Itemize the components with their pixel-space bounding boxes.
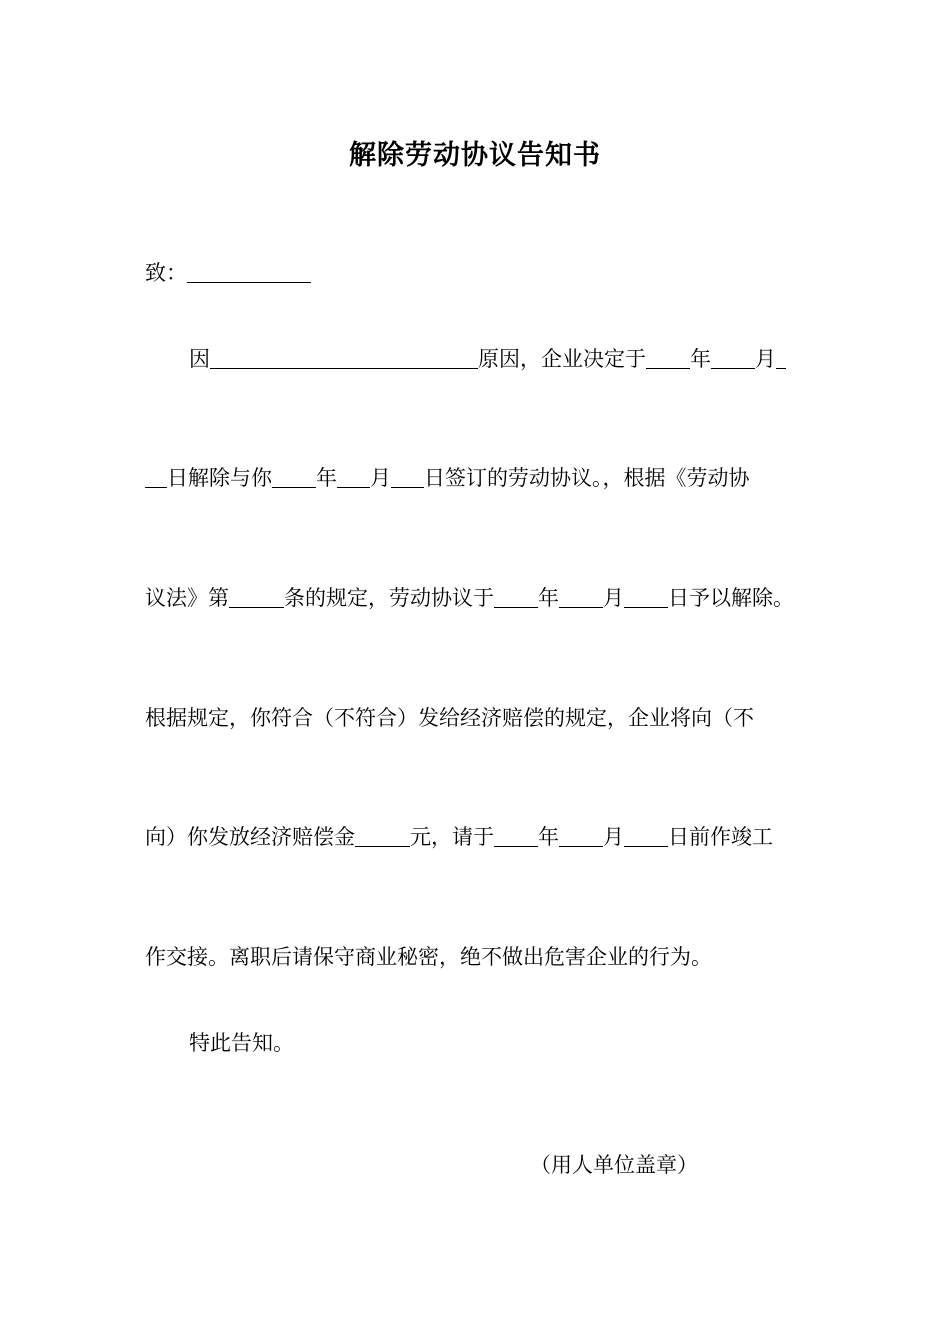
- text-segment: 月: [603, 586, 624, 610]
- reason-blank[interactable]: [210, 346, 478, 369]
- text-segment: 因: [189, 347, 210, 371]
- sign-year-blank[interactable]: [272, 465, 316, 488]
- text-segment: 元，请于: [410, 825, 494, 849]
- termination-year-blank[interactable]: [494, 585, 538, 608]
- para-line-5: [145, 822, 773, 852]
- addressee-line: [145, 258, 311, 288]
- text-segment: 年: [316, 466, 337, 490]
- sign-month-blank[interactable]: [337, 465, 370, 488]
- para-line-4: 根据规定，你符合（不符合）发给经济赔偿的规定，企业将向（不: [145, 706, 754, 730]
- handover-month-blank[interactable]: [559, 824, 603, 847]
- date-month-blank[interactable]: [711, 346, 755, 369]
- termination-month-blank[interactable]: [559, 585, 603, 608]
- handover-day-blank[interactable]: [624, 824, 668, 847]
- text-segment: 日予以解除。: [668, 586, 794, 610]
- termination-day-blank[interactable]: [624, 585, 668, 608]
- para-line-3: [145, 583, 794, 613]
- company-seal-label: （用人单位盖章）: [530, 1153, 698, 1177]
- sign-day-blank[interactable]: [391, 465, 424, 488]
- para-line-6: 作交接。离职后请保守商业秘密，绝不做出危害企业的行为。: [145, 945, 712, 969]
- compensation-amount-blank[interactable]: [355, 824, 410, 847]
- text-segment: 条的规定，劳动协议于: [284, 586, 494, 610]
- text-segment: 议法》第: [145, 586, 229, 610]
- text-segment: 月: [603, 825, 624, 849]
- text-segment: 年: [690, 347, 711, 371]
- text-segment: 月: [755, 347, 776, 371]
- addressee-prefix: 致：: [145, 261, 187, 285]
- closing-text: 特此告知。: [189, 1031, 294, 1055]
- date-day-blank-end[interactable]: [145, 465, 167, 488]
- text-segment: 年: [538, 586, 559, 610]
- handover-year-blank[interactable]: [494, 824, 538, 847]
- text-segment: 日解除与你: [167, 466, 272, 490]
- text-segment: 向）你发放经济赔偿金: [145, 825, 355, 849]
- text-segment: 日签订的劳动协议。，根据《劳动协: [424, 466, 750, 490]
- text-segment: 月: [370, 466, 391, 490]
- text-segment: 日前作竣工: [668, 825, 773, 849]
- date-year-blank[interactable]: [646, 346, 690, 369]
- text-segment: 年: [538, 825, 559, 849]
- text-segment: 原因，企业决定于: [478, 347, 646, 371]
- para-line-1: [189, 344, 786, 374]
- article-number-blank[interactable]: [229, 585, 284, 608]
- addressee-blank[interactable]: [187, 260, 311, 283]
- para-line-2: [145, 463, 750, 493]
- date-day-blank-start[interactable]: [776, 346, 786, 369]
- document-title: 解除劳动协议告知书: [349, 140, 601, 171]
